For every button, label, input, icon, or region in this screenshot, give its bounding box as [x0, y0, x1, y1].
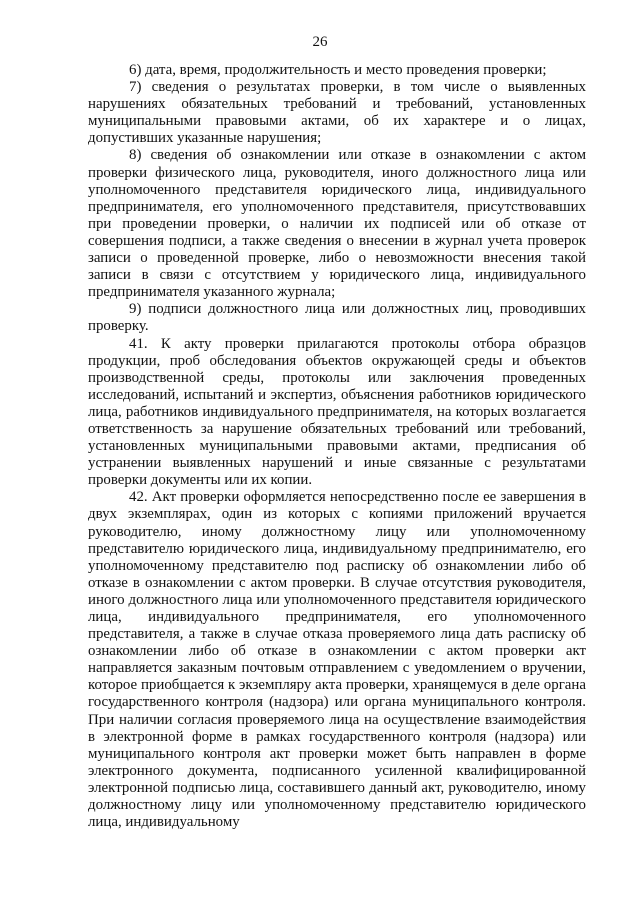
page-body	[88, 62, 586, 831]
clause-42-paragraph: 42. Акт проверки оформляется непосредственно после ее завершения в двух экземплярах, один из которых с копиями приложений вручается руководителю, иному должностному лицу или уполномоченному представителю юридического лица, индивидуальному предпринимателю, его уполномоченному представителю под расписку об ознакомлении либо об отказе в ознакомлении с актом проверки. В случае отсутствия руководителя, иного должностного лица или уполномоченного представителя юридического лица, индивидуального предпринимателя, его уполномоченного представителя, а также в случае отказа проверяемого лица дать расписку об ознакомлении либо об отказе в ознакомлении с актом проверки акт направляется заказным почтовым отправлением с уведомлением о вручении, которое приобщается к экземпляру акта проверки, хранящемуся в деле органа государственного контроля (надзора) или органа муниципального контроля. При наличии согласия проверяемого лица на осуществление взаимодействия в электронной форме в рамках государственного контроля (надзора) или муниципального контроля акт проверки может быть направлен в форме электронного документа, подписанного усиленной квалифицированной электронной подписью лица, составившего данный акт, руководителю, иному должностному лицу или уполномоченному представителю юридического лица, индивидуальному	[88, 489, 586, 831]
item-9-paragraph: 9) подписи должностного лица или должностных лиц, проводивших проверку.	[88, 301, 586, 335]
item-7-paragraph: 7) сведения о результатах проверки, в том числе о выявленных нарушениях обязательных требований и требований, установленных муниципальными правовыми актами, об их характере и о лицах, допустивших указанные нарушения;	[88, 79, 586, 147]
clause-41-paragraph: 41. К акту проверки прилагаются протоколы отбора образцов продукции, проб обследования объектов окружающей среды и объектов производственной среды, протоколы или заключения проведенных исследований, испытаний и экспертиз, объяснения работников юридического лица, работников индивидуального предпринимателя, на которых возлагается ответственность за нарушение обязательных требований или требований, установленных муниципальными правовыми актами, предписания об устранении выявленных нарушений и иные связанные с результатами проверки документы или их копии.	[88, 335, 586, 489]
item-6-paragraph: 6) дата, время, продолжительность и место проведения проверки;	[129, 62, 547, 78]
page-number: 26	[312, 34, 328, 50]
item-8-paragraph: 8) сведения об ознакомлении или отказе в ознакомлении с актом проверки физического лица, руководителя, иного должностного лица или уполномоченного представителя юридического лица, индивидуального предпринимателя, его уполномоченного представителя, присутствовавших при проведении проверки, о наличии их подписей или об отказе от совершения подписи, а также сведения о внесении в журнал учета проверок записи о проведенной проверке, либо о невозможности внесения такой записи в связи с отсутствием у юридического лица, индивидуального предпринимателя указанного журнала;	[88, 147, 586, 301]
